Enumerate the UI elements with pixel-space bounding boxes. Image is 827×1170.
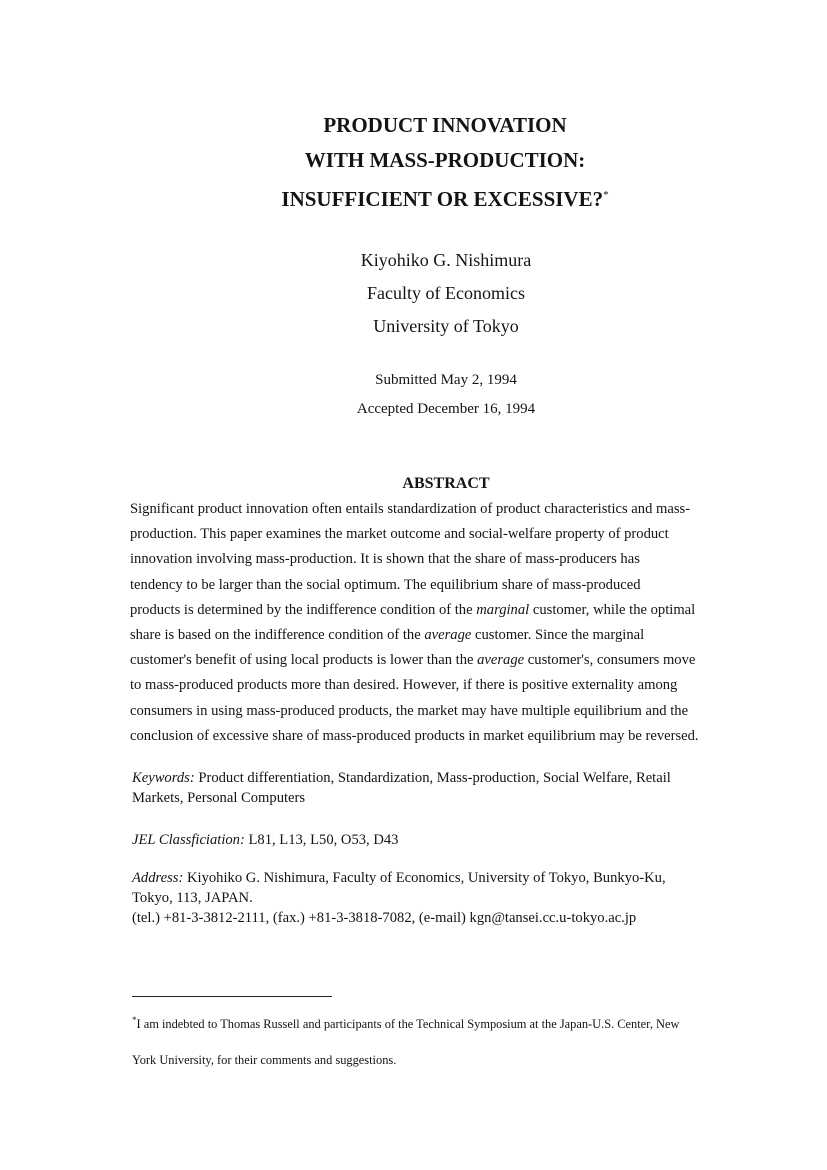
dates-block [246, 366, 646, 424]
paper-title [190, 108, 700, 217]
author-department: Faculty of Economics [367, 283, 525, 303]
title-line-1: PRODUCT INNOVATION [323, 113, 567, 137]
address-label: Address: [132, 870, 184, 886]
abstract-line: production. This paper examines the market outcome and social-welfare property of product [130, 526, 669, 543]
footnote-marker: * [132, 1015, 137, 1025]
footnote [132, 1002, 782, 1078]
author-name: Kiyohiko G. Nishimura [360, 250, 532, 270]
abstract-line: share is based on the indifference condition of the average customer. Since the marginal [130, 627, 645, 644]
keywords-line-2: Markets, Personal Computers [132, 790, 306, 806]
footnote-line-1 [132, 1002, 782, 1042]
jel-codes: L81, L13, L50, O53, D43 [244, 832, 399, 848]
title-line-3-text: INSUFFICIENT OR EXCESSIVE? [281, 187, 604, 211]
abstract-line: customer's benefit of using local products is lower than the average customer's, consumers move [130, 652, 696, 669]
emphasis-average: average [424, 627, 472, 644]
keywords-block [132, 768, 772, 808]
emphasis-marginal: marginal [476, 601, 530, 618]
abstract-body [130, 497, 780, 749]
address-line-2: Tokyo, 113, JAPAN. [132, 890, 253, 906]
jel-label: JEL Classficiation: [132, 832, 245, 848]
submitted-date: Submitted May 2, 1994 [375, 372, 517, 388]
abstract-heading: ABSTRACT [402, 475, 490, 492]
jel-block [132, 830, 772, 850]
jel-line [132, 830, 772, 850]
address-line-1 [132, 868, 772, 888]
author-block [246, 244, 646, 343]
keywords-text: Product differentiation, Standardization, Mass-production, Social Welfare, Retail [194, 770, 671, 786]
title-line-3 [190, 178, 700, 217]
keywords-line-1 [132, 768, 772, 788]
footnote-line-2: York University, for their comments and suggestions. [132, 1053, 397, 1068]
accepted-date: Accepted December 16, 1994 [356, 401, 536, 417]
abstract-line: consumers in using mass-produced products, the market may have multiple equilibrium and the [130, 702, 689, 719]
abstract-line: innovation involving mass-production. It is shown that the share of mass-producers has [130, 551, 640, 568]
abstract-line: products is determined by the indifference condition of the marginal customer, while the optimal [130, 601, 696, 618]
emphasis-average: average [477, 652, 525, 669]
footnote-divider [132, 996, 332, 997]
footnote-text: I am indebted to Thomas Russell and participants of the Technical Symposium at the Japan-U.S. Center, New [136, 1017, 680, 1032]
author-institution: University of Tokyo [373, 316, 519, 336]
address-contact: (tel.) +81-3-3812-2111, (fax.) +81-3-3818-7082, (e-mail) kgn@tansei.cc.u-tokyo.ac.jp [132, 910, 637, 926]
address-block [132, 868, 772, 928]
abstract-line: Significant product innovation often entails standardization of product characteristics and mass- [130, 501, 691, 517]
title-line-2: WITH MASS-PRODUCTION: [304, 148, 586, 172]
abstract-line: conclusion of excessive share of mass-produced products in market equilibrium may be reversed. [130, 727, 699, 744]
address-text: Kiyohiko G. Nishimura, Faculty of Economics, University of Tokyo, Bunkyo-Ku, [183, 870, 666, 886]
title-footnote-marker: * [603, 189, 609, 201]
abstract-line: to mass-produced products more than desired. However, if there is positive externality among [130, 677, 678, 694]
abstract-line: tendency to be larger than the social optimum. The equilibrium share of mass-produced [130, 576, 641, 593]
keywords-label: Keywords: [132, 770, 195, 786]
